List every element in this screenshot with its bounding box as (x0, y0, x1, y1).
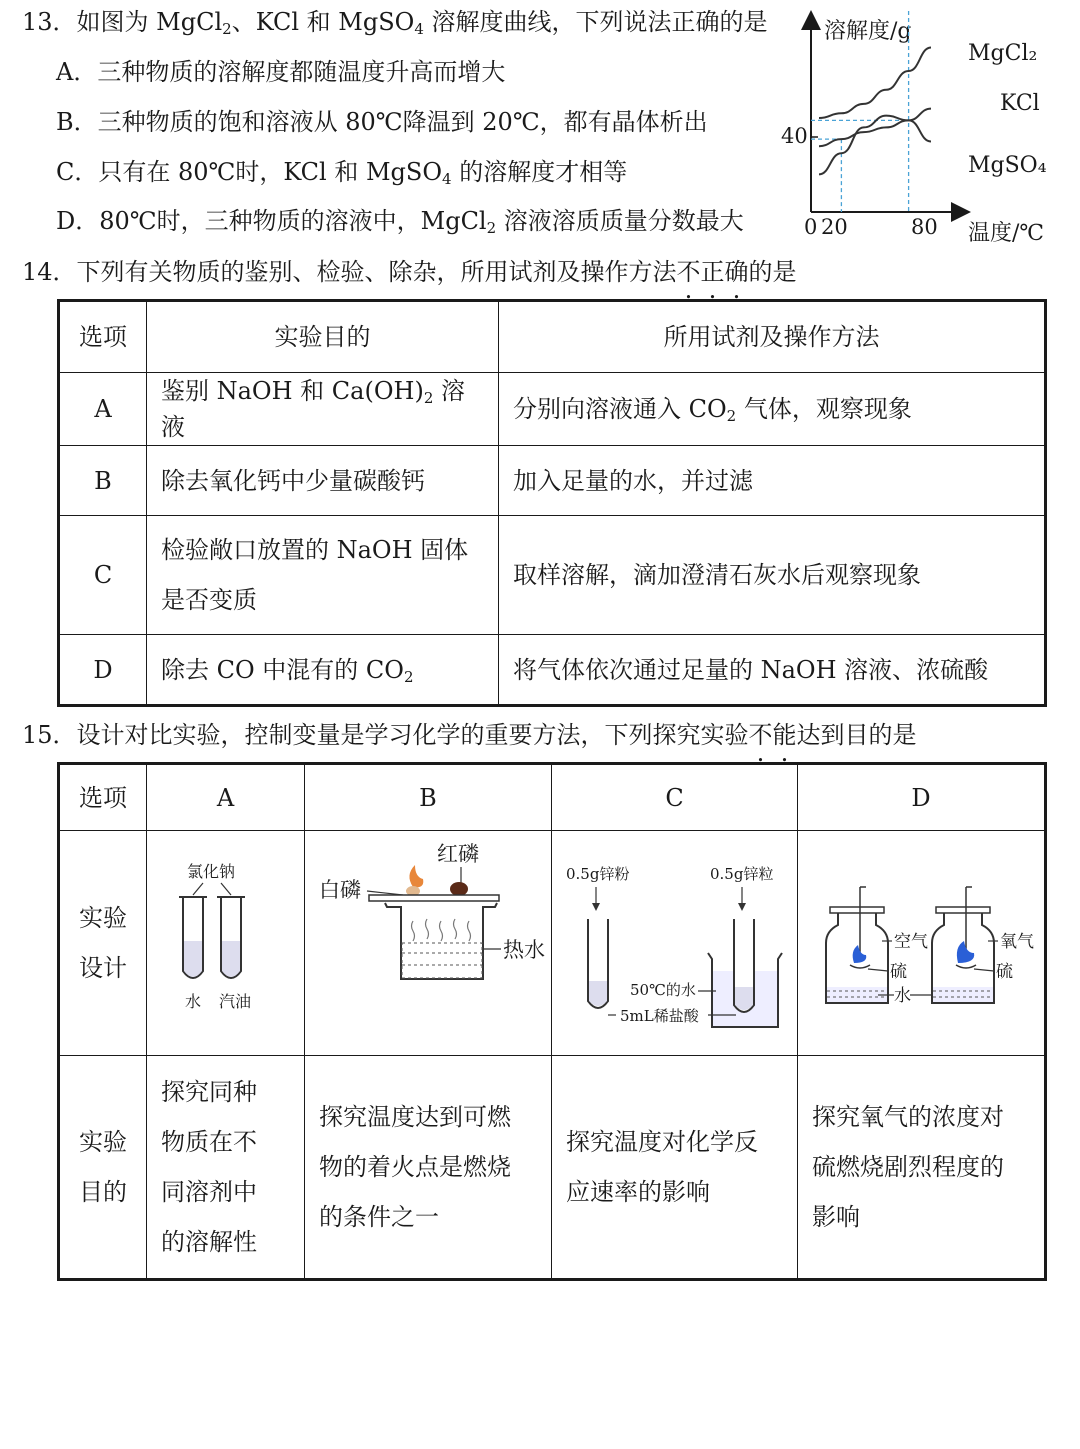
q14-row-c-method: 取样溶解，滴加澄清石灰水后观察现象 (499, 516, 1046, 635)
fig-c-label-water: 50℃的水 (630, 981, 696, 999)
emphasis-char: 正 (700, 258, 725, 286)
q14-row-b-option: B (59, 446, 147, 516)
question-14-stem: 14．下列有关物质的鉴别、检验、除杂，所用试剂及操作方法不正确的是 (22, 258, 797, 286)
q15-goal-b: 探究温度达到可燃 物的着火点是燃烧 的条件之一 (305, 1056, 552, 1280)
q13-option-a: A．三种物质的溶解度都随温度升高而增大 (56, 58, 506, 86)
fig-a-label-oil: 汽油 (219, 992, 252, 1011)
curves (819, 48, 931, 175)
q13-option-d: D．80℃时，三种物质的溶液中，MgCl$_2$ 溶液溶质质量分数最大 (56, 207, 744, 237)
fig-d-label-water: 水 (894, 986, 911, 1006)
x-tick-80: 80 (911, 215, 938, 239)
emphasis-dots (749, 721, 797, 749)
q15-table (57, 762, 1047, 1281)
fig-a-label-water: 水 (185, 992, 202, 1011)
curve-mgso4 (819, 116, 931, 175)
question-13-stem: 13．如图为 MgCl$_2$、KCl 和 MgSO$_4$ 溶解度曲线，下列说法正确的是 (22, 8, 768, 38)
q14-row-a-option: A (59, 373, 147, 446)
q14-row-d-purpose: 除去 CO 中混有的 $CO_2$ (147, 635, 499, 706)
fig-d-label-sulfur-2: 硫 (996, 962, 1013, 982)
q14-row-b-purpose: 除去氧化钙中少量碳酸钙 (147, 446, 499, 516)
q14-row-a-purpose: 鉴别 NaOH 和 $Ca(OH)_2$ 溶液 (147, 373, 499, 446)
q14-row-c-purpose: 检验敞口放置的 NaOH 固体 是否变质 (147, 516, 499, 635)
series-label-mgcl2: MgCl₂ (968, 41, 1038, 66)
fig-d-label-oxygen: 氧气 (1000, 932, 1034, 952)
curve-mgcl2 (819, 48, 931, 119)
q14-row-b-method: 加入足量的水，并过滤 (499, 446, 1046, 516)
series-label-kcl: KCl (1000, 91, 1040, 116)
q14-row-c-option: C (59, 516, 147, 635)
q15-header-a: A (147, 764, 305, 831)
x-tick-20: 20 (821, 215, 848, 239)
flame-icon (409, 865, 423, 887)
fig-a-label-nacl: 氯化钠 (187, 862, 236, 881)
table-row (59, 373, 1046, 446)
series-label-mgso4: MgSO₄ (968, 153, 1047, 178)
fig-b-label-white-p: 白磷 (319, 878, 361, 902)
figure-c (552, 831, 798, 1056)
figure-d (798, 831, 1046, 1056)
fig-c-label-zinc-powder: 0.5g锌粉 (566, 865, 630, 883)
emphasis-dots (677, 258, 749, 286)
question-15-stem: 15．设计对比实验，控制变量是学习化学的重要方法，下列探究实验不能达到目的是 (22, 721, 917, 749)
q15-row-goal-label: 实验 目的 (59, 1056, 147, 1280)
q14-header-method: 所用试剂及操作方法 (499, 301, 1046, 373)
q15-header-b: B (305, 764, 552, 831)
table-row (59, 635, 1046, 706)
fig-d-label-air: 空气 (894, 932, 928, 952)
q14-table (57, 299, 1047, 707)
q15-goal-c: 探究温度对化学反 应速率的影响 (552, 1056, 798, 1280)
q14-row-a-method: 分别向溶液通入 $CO_2$ 气体，观察现象 (499, 373, 1046, 446)
q15-header-option: 选项 (59, 764, 147, 831)
emphasis-char: 能 (772, 721, 797, 749)
fig-c-label-acid: 5mL稀盐酸 (620, 1007, 699, 1025)
q15-header-d: D (798, 764, 1046, 831)
q15-row-design-label: 实验 设计 (59, 831, 147, 1056)
emphasis-char: 不 (676, 258, 701, 286)
table-row (59, 516, 1046, 635)
emphasis-char: 确 (724, 258, 749, 286)
fig-d-label-sulfur-1: 硫 (890, 962, 907, 982)
copper-plate (369, 895, 499, 901)
solubility-chart (778, 4, 1068, 250)
q14-header-option: 选项 (59, 301, 147, 373)
q14-row-d-method: 将气体依次通过足量的 NaOH 溶液、浓硫酸 (499, 635, 1046, 706)
fig-c-label-zinc-granule: 0.5g锌粒 (710, 865, 774, 883)
fig-b-label-hot-water: 热水 (503, 938, 545, 962)
q15-goal-a: 探究同种 物质在不 同溶剂中 的溶解性 (147, 1056, 305, 1280)
y-tick-40: 40 (781, 124, 808, 148)
table-row (59, 446, 1046, 516)
q15-header-c: C (552, 764, 798, 831)
emphasis-char: 不 (748, 721, 773, 749)
x-tick-0: 0 (804, 215, 818, 239)
q15-goal-d: 探究氧气的浓度对 硫燃烧剧烈程度的 影响 (798, 1056, 1046, 1280)
q13-option-c: C．只有在 80℃时，KCl 和 MgSO$_4$ 的溶解度才相等 (56, 158, 628, 188)
figure-a (147, 831, 305, 1056)
q13-option-b: B．三种物质的饱和溶液从 80℃降温到 20℃，都有晶体析出 (56, 108, 708, 136)
x-axis-label: 温度/℃ (968, 221, 1045, 246)
q14-row-d-option: D (59, 635, 147, 706)
fig-b-label-red-p: 红磷 (437, 842, 479, 866)
q14-header-purpose: 实验目的 (147, 301, 499, 373)
y-axis-label: 溶解度/g (824, 19, 912, 44)
figure-b (305, 831, 552, 1056)
